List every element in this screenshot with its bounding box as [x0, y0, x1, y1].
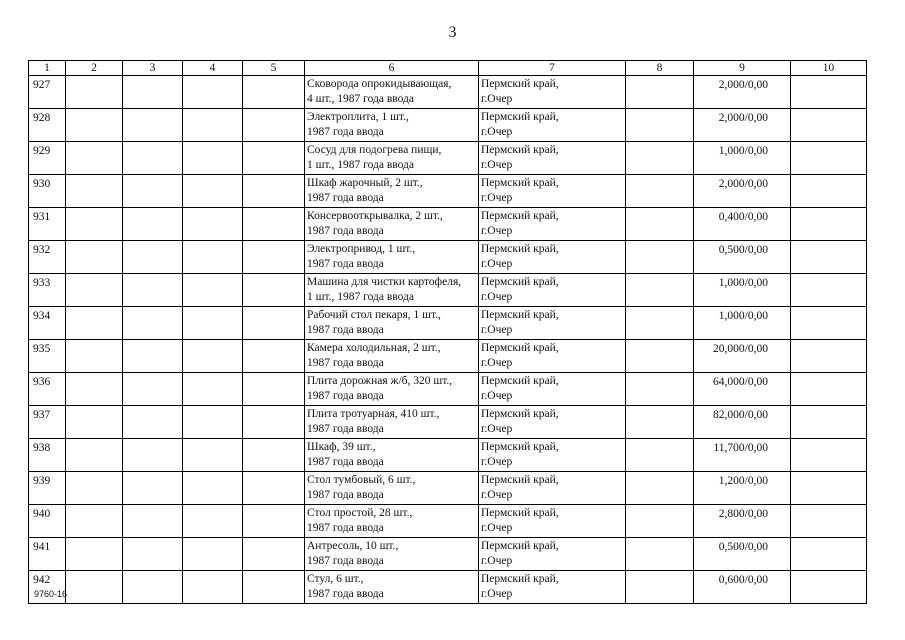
table-row: [29, 571, 867, 604]
item-description-cell: [305, 241, 479, 274]
item-description-line: Сковорода опрокидывающая,: [307, 78, 452, 90]
row-number-cell: [29, 505, 66, 538]
value-cell: [694, 373, 791, 406]
table-header-row: [29, 61, 867, 76]
empty-cell: [66, 505, 123, 538]
row-number: 941: [33, 541, 51, 553]
location-line: г.Очер: [481, 588, 513, 600]
location-line: Пермский край,: [481, 540, 559, 552]
empty-cell: [626, 175, 694, 208]
empty-cell: [66, 472, 123, 505]
value-cell: [694, 505, 791, 538]
row-number-cell: [29, 274, 66, 307]
value: 1,000/0,00: [718, 310, 768, 322]
row-number-cell: [29, 340, 66, 373]
item-description-cell: [305, 472, 479, 505]
empty-cell: [123, 241, 183, 274]
item-description-cell: [305, 109, 479, 142]
empty-cell: [183, 307, 243, 340]
table-row: [29, 274, 867, 307]
item-description-line: Шкаф, 39 шт.,: [307, 441, 376, 453]
item-description-line: 1987 года ввода: [307, 588, 384, 600]
item-description-line: 1987 года ввода: [307, 555, 384, 567]
empty-cell: [626, 439, 694, 472]
table-row: [29, 538, 867, 571]
empty-cell: [791, 109, 867, 142]
location-line: Пермский край,: [481, 441, 559, 453]
value-cell: [694, 472, 791, 505]
empty-cell: [183, 175, 243, 208]
empty-cell: [123, 505, 183, 538]
item-description-cell: [305, 505, 479, 538]
location-cell: [479, 307, 626, 340]
empty-cell: [243, 307, 305, 340]
empty-cell: [123, 274, 183, 307]
empty-cell: [123, 571, 183, 604]
empty-cell: [791, 241, 867, 274]
value-cell: [694, 175, 791, 208]
empty-cell: [791, 274, 867, 307]
value-cell: [694, 307, 791, 340]
column-header: 7: [479, 61, 626, 76]
empty-cell: [123, 373, 183, 406]
empty-cell: [243, 109, 305, 142]
empty-cell: [243, 274, 305, 307]
row-number: 935: [33, 343, 51, 355]
empty-cell: [243, 439, 305, 472]
empty-cell: [123, 142, 183, 175]
value: 1,200/0,00: [718, 475, 768, 487]
empty-cell: [791, 439, 867, 472]
item-description-cell: [305, 208, 479, 241]
empty-cell: [123, 76, 183, 109]
item-description-line: Стол простой, 28 шт.,: [307, 507, 413, 519]
empty-cell: [183, 538, 243, 571]
item-description-line: Плита дорожная ж/б, 320 шт.,: [307, 375, 453, 387]
row-number-cell: [29, 241, 66, 274]
item-description-cell: [305, 76, 479, 109]
empty-cell: [243, 241, 305, 274]
empty-cell: [243, 538, 305, 571]
value: 0,600/0,00: [718, 574, 768, 586]
empty-cell: [183, 340, 243, 373]
empty-cell: [626, 109, 694, 142]
location-line: Пермский край,: [481, 408, 559, 420]
empty-cell: [123, 109, 183, 142]
empty-cell: [791, 208, 867, 241]
empty-cell: [791, 373, 867, 406]
column-header: 1: [29, 61, 66, 76]
empty-cell: [66, 439, 123, 472]
value: 64,000/0,00: [713, 376, 768, 388]
location-cell: [479, 406, 626, 439]
location-cell: [479, 142, 626, 175]
item-description-line: Шкаф жарочный, 2 шт.,: [307, 177, 423, 189]
table-row: [29, 307, 867, 340]
empty-cell: [791, 340, 867, 373]
row-number-cell: [29, 538, 66, 571]
value: 0,500/0,00: [718, 541, 768, 553]
location-line: г.Очер: [481, 390, 513, 402]
item-description-line: Консервооткрывалка, 2 шт.,: [307, 210, 443, 222]
empty-cell: [66, 142, 123, 175]
location-cell: [479, 241, 626, 274]
location-cell: [479, 505, 626, 538]
item-description-line: 1987 года ввода: [307, 126, 384, 138]
row-number-cell: [29, 76, 66, 109]
value: 2,800/0,00: [718, 508, 768, 520]
item-description-line: Антресоль, 10 шт.,: [307, 540, 399, 552]
table-row: [29, 406, 867, 439]
row-number: 930: [33, 178, 51, 190]
item-description-line: Плита тротуарная, 410 шт.,: [307, 408, 440, 420]
value-cell: [694, 340, 791, 373]
row-number: 940: [33, 508, 51, 520]
table-row: [29, 109, 867, 142]
empty-cell: [243, 505, 305, 538]
row-number-cell: [29, 142, 66, 175]
empty-cell: [626, 208, 694, 241]
table-row: [29, 76, 867, 109]
empty-cell: [123, 538, 183, 571]
location-line: г.Очер: [481, 291, 513, 303]
row-number: 932: [33, 244, 51, 256]
location-line: г.Очер: [481, 324, 513, 336]
value: 0,400/0,00: [718, 211, 768, 223]
location-line: г.Очер: [481, 357, 513, 369]
location-line: Пермский край,: [481, 210, 559, 222]
location-cell: [479, 76, 626, 109]
column-header: 5: [243, 61, 305, 76]
row-number: 929: [33, 145, 51, 157]
item-description-line: 1987 года ввода: [307, 324, 384, 336]
empty-cell: [791, 406, 867, 439]
empty-cell: [123, 472, 183, 505]
empty-cell: [123, 406, 183, 439]
item-description-cell: [305, 307, 479, 340]
item-description-line: 1987 года ввода: [307, 225, 384, 237]
item-description-line: 1987 года ввода: [307, 456, 384, 468]
table-row: [29, 208, 867, 241]
empty-cell: [66, 340, 123, 373]
item-description-line: 1987 года ввода: [307, 390, 384, 402]
empty-cell: [791, 505, 867, 538]
empty-cell: [243, 571, 305, 604]
location-line: г.Очер: [481, 258, 513, 270]
empty-cell: [66, 538, 123, 571]
item-description-line: 1987 года ввода: [307, 192, 384, 204]
value-cell: [694, 142, 791, 175]
empty-cell: [66, 406, 123, 439]
column-header: 6: [305, 61, 479, 76]
empty-cell: [66, 307, 123, 340]
row-number: 933: [33, 277, 51, 289]
item-description-cell: [305, 571, 479, 604]
empty-cell: [183, 109, 243, 142]
item-description-cell: [305, 373, 479, 406]
item-description-cell: [305, 340, 479, 373]
empty-cell: [243, 340, 305, 373]
empty-cell: [123, 208, 183, 241]
row-number: 934: [33, 310, 51, 322]
empty-cell: [626, 307, 694, 340]
location-cell: [479, 208, 626, 241]
row-number-cell: [29, 439, 66, 472]
empty-cell: [626, 406, 694, 439]
table-row: [29, 340, 867, 373]
row-number-cell: [29, 307, 66, 340]
footer-document-code: 9760-16: [34, 589, 68, 599]
location-cell: [479, 439, 626, 472]
page-number: 3: [448, 24, 457, 41]
empty-cell: [183, 76, 243, 109]
empty-cell: [626, 472, 694, 505]
empty-cell: [66, 241, 123, 274]
value-cell: [694, 241, 791, 274]
empty-cell: [626, 274, 694, 307]
table-row: [29, 439, 867, 472]
table-row: [29, 505, 867, 538]
row-number-cell: [29, 373, 66, 406]
empty-cell: [243, 142, 305, 175]
location-line: Пермский край,: [481, 375, 559, 387]
row-number-cell: [29, 208, 66, 241]
item-description-line: Стол тумбовый, 6 шт.,: [307, 474, 416, 486]
empty-cell: [243, 373, 305, 406]
item-description-line: 1 шт., 1987 года ввода: [307, 291, 414, 303]
column-header: 8: [626, 61, 694, 76]
empty-cell: [791, 307, 867, 340]
table-row: [29, 241, 867, 274]
location-line: г.Очер: [481, 126, 513, 138]
row-number: 939: [33, 475, 51, 487]
row-number: 931: [33, 211, 51, 223]
row-number: 942: [33, 574, 51, 586]
location-line: г.Очер: [481, 522, 513, 534]
value: 2,000/0,00: [718, 79, 768, 91]
empty-cell: [183, 571, 243, 604]
location-line: г.Очер: [481, 489, 513, 501]
location-line: г.Очер: [481, 456, 513, 468]
row-number: 937: [33, 409, 51, 421]
row-number-cell: [29, 472, 66, 505]
location-line: Пермский край,: [481, 573, 559, 585]
empty-cell: [626, 538, 694, 571]
empty-cell: [243, 76, 305, 109]
value: 2,000/0,00: [718, 112, 768, 124]
location-cell: [479, 472, 626, 505]
row-number-cell: [29, 406, 66, 439]
value-cell: [694, 109, 791, 142]
empty-cell: [66, 571, 123, 604]
item-description-line: 1987 года ввода: [307, 258, 384, 270]
location-line: Пермский край,: [481, 474, 559, 486]
empty-cell: [183, 439, 243, 472]
item-description-line: 1987 года ввода: [307, 489, 384, 501]
item-description-cell: [305, 142, 479, 175]
empty-cell: [183, 505, 243, 538]
empty-cell: [791, 472, 867, 505]
location-cell: [479, 538, 626, 571]
column-header: 10: [791, 61, 867, 76]
empty-cell: [791, 571, 867, 604]
empty-cell: [626, 505, 694, 538]
location-line: Пермский край,: [481, 177, 559, 189]
location-line: Пермский край,: [481, 243, 559, 255]
item-description-line: 1987 года ввода: [307, 423, 384, 435]
empty-cell: [183, 241, 243, 274]
item-description-cell: [305, 439, 479, 472]
value-cell: [694, 274, 791, 307]
location-line: г.Очер: [481, 93, 513, 105]
item-description-line: Электроплита, 1 шт.,: [307, 111, 409, 123]
value: 82,000/0,00: [713, 409, 768, 421]
empty-cell: [243, 175, 305, 208]
empty-cell: [66, 109, 123, 142]
value-cell: [694, 538, 791, 571]
location-line: г.Очер: [481, 555, 513, 567]
location-line: Пермский край,: [481, 78, 559, 90]
row-number-cell: [29, 175, 66, 208]
row-number: 928: [33, 112, 51, 124]
table-row: [29, 472, 867, 505]
location-line: Пермский край,: [481, 309, 559, 321]
row-number: 938: [33, 442, 51, 454]
value: 11,700/0,00: [713, 442, 768, 454]
item-description-line: 4 шт., 1987 года ввода: [307, 93, 414, 105]
location-line: Пермский край,: [481, 507, 559, 519]
empty-cell: [183, 406, 243, 439]
location-cell: [479, 340, 626, 373]
item-description-line: Рабочий стол пекаря, 1 шт.,: [307, 309, 441, 321]
location-line: Пермский край,: [481, 342, 559, 354]
empty-cell: [183, 373, 243, 406]
item-description-line: 1 шт., 1987 года ввода: [307, 159, 414, 171]
item-description-line: Машина для чистки картофеля,: [307, 276, 462, 288]
value: 1,000/0,00: [718, 145, 768, 157]
empty-cell: [243, 208, 305, 241]
empty-cell: [243, 472, 305, 505]
item-description-cell: [305, 274, 479, 307]
empty-cell: [183, 472, 243, 505]
empty-cell: [123, 307, 183, 340]
location-line: Пермский край,: [481, 276, 559, 288]
item-description-line: 1987 года ввода: [307, 357, 384, 369]
location-line: Пермский край,: [481, 144, 559, 156]
column-header: 3: [123, 61, 183, 76]
location-cell: [479, 109, 626, 142]
value-cell: [694, 571, 791, 604]
item-description-cell: [305, 406, 479, 439]
item-description-line: Электропривод, 1 шт.,: [307, 243, 416, 255]
empty-cell: [66, 274, 123, 307]
item-description-cell: [305, 175, 479, 208]
empty-cell: [791, 76, 867, 109]
location-line: Пермский край,: [481, 111, 559, 123]
table-row: [29, 373, 867, 406]
item-description-line: Сосуд для подогрева пищи,: [307, 144, 442, 156]
row-number-cell: [29, 109, 66, 142]
column-header: 9: [694, 61, 791, 76]
empty-cell: [626, 241, 694, 274]
location-cell: [479, 571, 626, 604]
empty-cell: [183, 274, 243, 307]
value-cell: [694, 406, 791, 439]
value-cell: [694, 439, 791, 472]
table-row: [29, 142, 867, 175]
empty-cell: [66, 208, 123, 241]
property-table: [28, 60, 867, 604]
empty-cell: [626, 142, 694, 175]
row-number: 936: [33, 376, 51, 388]
empty-cell: [123, 175, 183, 208]
column-header: 4: [183, 61, 243, 76]
item-description-cell: [305, 538, 479, 571]
location-cell: [479, 373, 626, 406]
empty-cell: [626, 340, 694, 373]
item-description-line: 1987 года ввода: [307, 522, 384, 534]
empty-cell: [791, 538, 867, 571]
row-number: 927: [33, 79, 51, 91]
location-cell: [479, 274, 626, 307]
value: 2,000/0,00: [718, 178, 768, 190]
empty-cell: [123, 439, 183, 472]
empty-cell: [791, 175, 867, 208]
empty-cell: [183, 142, 243, 175]
item-description-line: Камера холодильная, 2 шт.,: [307, 342, 441, 354]
empty-cell: [626, 571, 694, 604]
location-line: г.Очер: [481, 423, 513, 435]
empty-cell: [66, 76, 123, 109]
column-header: 2: [66, 61, 123, 76]
location-cell: [479, 175, 626, 208]
empty-cell: [66, 175, 123, 208]
empty-cell: [183, 208, 243, 241]
empty-cell: [791, 142, 867, 175]
value-cell: [694, 208, 791, 241]
table-row: [29, 175, 867, 208]
empty-cell: [243, 406, 305, 439]
value-cell: [694, 76, 791, 109]
value: 20,000/0,00: [713, 343, 768, 355]
empty-cell: [66, 373, 123, 406]
empty-cell: [626, 76, 694, 109]
item-description-line: Стул, 6 шт.,: [307, 573, 364, 585]
location-line: г.Очер: [481, 192, 513, 204]
empty-cell: [626, 373, 694, 406]
empty-cell: [123, 340, 183, 373]
location-line: г.Очер: [481, 225, 513, 237]
value: 0,500/0,00: [718, 244, 768, 256]
location-line: г.Очер: [481, 159, 513, 171]
value: 1,000/0,00: [718, 277, 768, 289]
